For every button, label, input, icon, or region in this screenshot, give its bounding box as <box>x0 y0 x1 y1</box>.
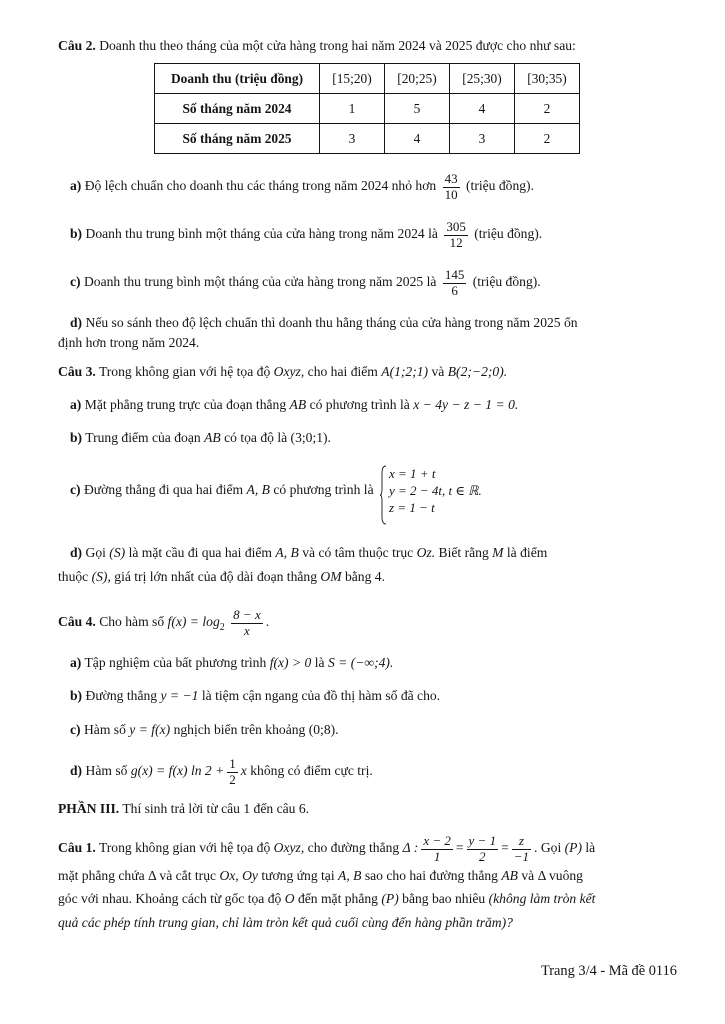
fraction-numerator: 43 <box>444 171 458 186</box>
math-point: M <box>492 545 504 560</box>
table-cell: 3 <box>450 124 515 154</box>
left-brace-icon <box>380 465 387 525</box>
item-label: a) <box>70 178 82 194</box>
question-text: . Gọi <box>534 840 562 856</box>
fraction <box>443 268 467 298</box>
cau3-d-line1 <box>58 543 688 563</box>
table-header-cell: [30;35) <box>515 64 580 94</box>
cau3-text: cho hai điểm <box>307 364 378 379</box>
math-sphere: (S) <box>109 545 126 560</box>
math-oxyz: Oxyz, <box>273 840 305 856</box>
table-header-cell: [15;20) <box>320 64 385 94</box>
cau3-prompt <box>58 362 507 382</box>
table-cell: 2 <box>515 124 580 154</box>
cau3-d <box>58 543 688 588</box>
fraction-denominator: 2 <box>229 771 236 787</box>
math-segment: AB <box>501 868 518 884</box>
fraction-numerator: 1 <box>229 756 236 771</box>
table-cell: 2 <box>515 94 580 124</box>
math-point: O <box>284 891 295 907</box>
item-text: Hàm số <box>85 763 128 779</box>
fraction-numerator: 8 − x <box>233 607 261 622</box>
cau4-b <box>70 686 440 706</box>
item-label: b) <box>70 430 83 445</box>
math-function: g(x) = f(x) ln 2 + <box>130 763 225 779</box>
unit: (triệu đồng). <box>474 226 543 242</box>
cau2-label: Câu 2. <box>58 38 96 53</box>
cau4-text: Cho hàm số <box>99 614 165 630</box>
item-text: có phương trình là <box>273 481 374 497</box>
p3-cau1 <box>58 834 684 934</box>
math-set: S = (−∞;4). <box>327 655 394 670</box>
part3-text: Thí sinh trả lời từ câu 1 đến câu 6. <box>122 801 310 816</box>
cau2-c <box>70 268 541 298</box>
question-text: tương ứng tại <box>261 868 335 884</box>
fraction <box>512 834 531 864</box>
equation-system <box>380 465 482 516</box>
item-text: Đường thẳng <box>85 688 158 703</box>
table-cell: 4 <box>450 94 515 124</box>
math-oxyz: Oxyz, <box>273 364 305 379</box>
part3-label: PHẦN III. <box>58 801 120 816</box>
fraction <box>467 834 499 864</box>
math-equation: x − 4y − z − 1 = 0. <box>413 397 519 412</box>
item-text: là điểm <box>506 545 548 560</box>
math-plane: (P) <box>564 840 582 856</box>
table-row <box>155 124 580 154</box>
item-label: b) <box>70 226 83 242</box>
table-header-row <box>155 64 580 94</box>
math-line-name: Δ : <box>402 840 419 856</box>
fraction <box>231 608 263 638</box>
table-cell: 3 <box>320 124 385 154</box>
item-label: d) <box>70 763 83 779</box>
fraction-denominator: 1 <box>433 848 441 864</box>
math-interval: (0;8). <box>308 722 339 737</box>
fraction-denominator: 12 <box>449 234 463 250</box>
cau3-text: và <box>431 364 445 379</box>
math-points: A, B <box>338 868 362 884</box>
item-text: nghịch biến trên khoảng <box>173 722 306 737</box>
math-points: A, B <box>275 545 299 560</box>
p3-cau1-line2 <box>58 864 684 887</box>
unit: (triệu đồng). <box>466 178 534 194</box>
item-label: c) <box>70 274 81 290</box>
unit: (triệu đồng). <box>472 274 541 290</box>
question-text: đến mặt phẳng <box>297 891 378 907</box>
item-text: là <box>314 655 325 670</box>
item-text: có tọa độ là <box>224 430 288 445</box>
question-label: Câu 1. <box>58 840 96 856</box>
p3-cau1-line1: Câu 1. Trong không gian với hệ tọa độ Oxyz, cho đường thẳng Δ : $\frac{x - 2}{1}$ = $\frac{y - 1}{2}$ = $\frac{z}{-1}$ . Gọi (P) là <box>58 833 596 864</box>
math-point-a: A(1;2;1) <box>381 364 429 379</box>
table-header-cell: [25;30) <box>450 64 515 94</box>
cau2-d-line2: định hơn trong năm 2024. <box>58 335 200 351</box>
table-row <box>155 94 580 124</box>
cau2-a <box>70 172 534 202</box>
item-text: Trung điểm của đoạn <box>85 430 201 445</box>
item-text: Độ lệch chuẩn cho doanh thu các tháng trong năm 2024 nhỏ hơn <box>84 178 437 194</box>
table-row-label: Số tháng năm 2024 <box>155 94 320 124</box>
math-segment: AB <box>204 430 221 445</box>
math-function: y = f(x) <box>129 722 171 737</box>
system-line: z = 1 − t <box>389 500 435 516</box>
fraction-numerator: y − 1 <box>468 833 497 848</box>
fraction-denominator: 6 <box>451 282 458 298</box>
cau2-prompt <box>58 36 576 56</box>
item-text: thuộc <box>58 569 89 585</box>
cau3-a <box>70 395 518 415</box>
cau3-b <box>70 428 331 448</box>
item-text: Mặt phẳng trung trực của đoạn thẳng <box>84 397 287 412</box>
fraction-numerator: x − 2 <box>423 833 451 848</box>
math-variable: x <box>240 763 247 779</box>
fraction <box>443 172 460 202</box>
item-text: Doanh thu trung bình một tháng của cửa hàng trong năm 2025 là <box>83 274 437 290</box>
math-inequality: f(x) > 0 <box>269 655 312 670</box>
math-point-b: B(2;−2;0). <box>447 364 508 379</box>
table-cell: 1 <box>320 94 385 124</box>
table-cell: 5 <box>385 94 450 124</box>
p3-cau1-line3 <box>58 887 684 910</box>
page-footer: Trang 3/4 - Mã đề 0116 <box>540 963 677 979</box>
fraction <box>227 757 238 787</box>
fraction <box>444 220 468 250</box>
item-text: Doanh thu trung bình một tháng của cửa hàng trong năm 2024 là <box>85 226 438 242</box>
table-row-label: Số tháng năm 2025 <box>155 124 320 154</box>
fraction-denominator: −1 <box>513 848 530 864</box>
fraction <box>421 834 453 864</box>
math-line: y = −1 <box>160 688 199 703</box>
math-log-base: 2 <box>219 621 225 633</box>
fraction-denominator: x <box>244 622 250 638</box>
question-text: sao cho hai đường thẳng <box>364 868 498 884</box>
table-cell: 4 <box>385 124 450 154</box>
item-text: Đường thẳng đi qua hai điểm <box>83 481 244 497</box>
item-label: b) <box>70 688 83 703</box>
item-text: không có điểm cực trị. <box>250 763 373 779</box>
question-text: góc với nhau. Khoảng cách từ gốc tọa độ <box>58 891 282 907</box>
math-coordinate: (3;0;1). <box>290 430 331 445</box>
item-text: Hàm số <box>83 722 126 737</box>
cau4-d <box>70 757 373 787</box>
question-text: mặt phẳng chứa Δ và cắt trục <box>58 868 217 884</box>
cau2-text: Doanh thu theo tháng của một cửa hàng trong hai năm 2024 và 2025 được cho như sau: <box>99 38 576 53</box>
item-label: c) <box>70 481 81 497</box>
cau3-d-line2 <box>58 567 688 587</box>
cau3-text: Trong không gian với hệ tọa độ <box>98 364 271 379</box>
punctuation: . <box>265 614 270 630</box>
cau4-a <box>70 653 393 673</box>
item-text: là mặt cầu đi qua hai điểm <box>128 545 273 560</box>
math-segment: OM <box>320 569 342 585</box>
item-text: Nếu so sánh theo độ lệch chuẩn thì doanh thu hằng tháng của cửa hàng trong năm 2025 ổn <box>85 315 578 330</box>
math-points: A, B <box>246 481 270 497</box>
item-text: giá trị lớn nhất của độ dài đoạn thẳng <box>114 569 317 585</box>
fraction-numerator: 305 <box>446 219 466 234</box>
math-plane: (P) <box>381 891 399 907</box>
fraction-numerator: z <box>512 834 531 850</box>
question-text: là <box>585 840 596 856</box>
item-text: có phương trình là <box>309 397 410 412</box>
item-label: a) <box>70 655 82 670</box>
item-label: c) <box>70 722 81 737</box>
table-header-cell: [20;25) <box>385 64 450 94</box>
system-line: x = 1 + t <box>389 466 436 481</box>
part3-heading <box>58 799 309 819</box>
item-text: Gọi <box>85 545 106 560</box>
table-header-cell: Doanh thu (triệu đồng) <box>155 64 320 94</box>
math-axes: Ox, Oy <box>219 868 258 884</box>
question-text: và Δ vuông <box>521 868 583 884</box>
math-function: f(x) = log <box>167 614 220 630</box>
item-text: Tập nghiệm của bất phương trình <box>84 655 267 670</box>
fraction-denominator: 10 <box>444 186 458 202</box>
item-label: a) <box>70 397 82 412</box>
cau4-prompt <box>58 608 269 638</box>
item-text: Biết rằng <box>438 545 489 560</box>
math-segment: AB <box>289 397 307 412</box>
question-note: (không làm tròn kết <box>488 891 596 907</box>
system-line: y = 2 − 4t, t ∈ ℝ. <box>389 483 482 499</box>
revenue-table <box>154 63 580 154</box>
item-label: d) <box>70 545 83 560</box>
question-text: Trong không gian với hệ tọa độ <box>98 840 271 856</box>
math-axis: Oz. <box>416 545 436 560</box>
item-text: bằng 4. <box>344 569 385 585</box>
fraction-denominator: 2 <box>479 848 486 864</box>
cau2-d-line1 <box>58 313 678 333</box>
item-text: là tiệm cận ngang của đồ thị hàm số đã cho. <box>201 688 441 703</box>
cau2-b <box>70 220 542 250</box>
question-text: bằng bao nhiêu <box>402 891 486 907</box>
question-text: cho đường thẳng <box>307 840 400 856</box>
cau3-c <box>70 465 482 516</box>
cau2-d <box>58 313 678 354</box>
cau4-c <box>70 720 339 740</box>
cau4-label: Câu 4. <box>58 614 96 630</box>
fraction-numerator: 145 <box>444 267 465 282</box>
item-label: d) <box>70 315 83 330</box>
cau3-label: Câu 3. <box>58 364 96 379</box>
item-text: và có tâm thuộc trục <box>302 545 414 560</box>
math-sphere: (S), <box>91 569 111 585</box>
question-note: quả các phép tính trung gian, chỉ làm tròn kết quả cuối cùng đến hàng phần trăm)? <box>58 914 513 930</box>
